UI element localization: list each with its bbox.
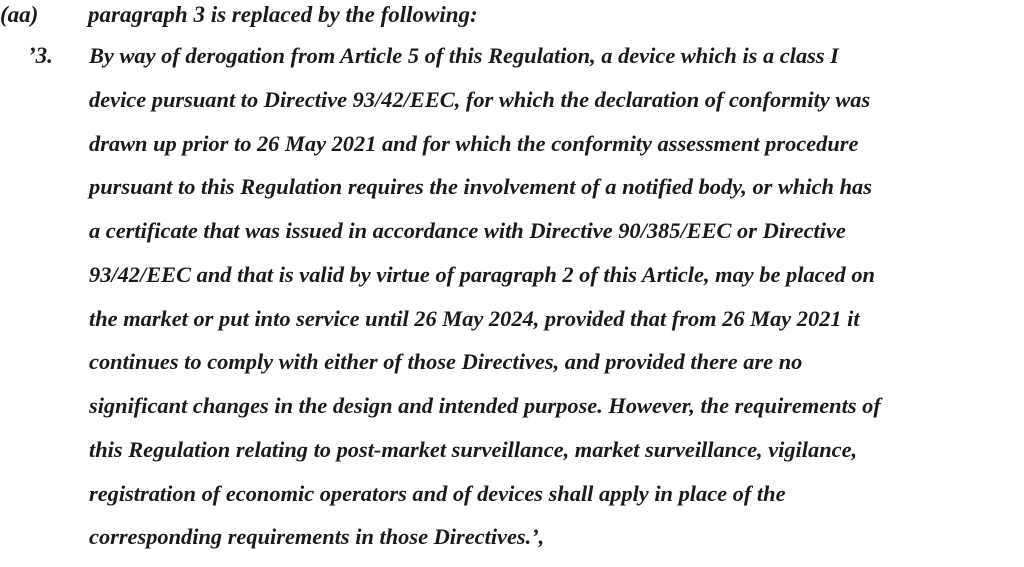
paragraph-line: significant changes in the design and intended purpose. However, the requirements of [89, 393, 881, 418]
amendment-heading [0, 0, 478, 30]
amendment-heading-text: paragraph 3 is replaced by the following: [88, 2, 478, 27]
paragraph-body [89, 42, 881, 567]
paragraph-line: a certificate that was issued in accordance with Directive 90/385/EEC or Directive [89, 218, 846, 243]
paragraph-line: pursuant to this Regulation requires the involvement of a notified body, or which has [89, 174, 872, 200]
paragraph-line: drawn up prior to 26 May 2021 and for which the conformity assessment procedure [89, 130, 859, 156]
paragraph-line: By way of derogation from Article 5 of this Regulation, a device which is a class I [89, 43, 839, 68]
paragraph-line: device pursuant to Directive 93/42/EEC, for which the declaration of conformity was [89, 86, 871, 112]
amendment-label: (aa) [0, 2, 39, 27]
paragraph-line: the market or put into service until 26 May 2024, provided that from 26 May 2021 it [89, 305, 860, 331]
paragraph-line: 93/42/EEC and that is valid by virtue of paragraph 2 of this Article, may be placed on [89, 261, 875, 287]
paragraph-line: this Regulation relating to post-market surveillance, market surveillance, vigilance, [89, 436, 858, 462]
paragraph-line: corresponding requirements in those Directives.’, [89, 524, 545, 550]
paragraph-number: ’3. [28, 43, 53, 68]
paragraph-line: registration of economic operators and of devices shall apply in place of the [89, 480, 786, 506]
paragraph-line: continues to comply with either of those Directives, and provided there are no [89, 349, 803, 375]
